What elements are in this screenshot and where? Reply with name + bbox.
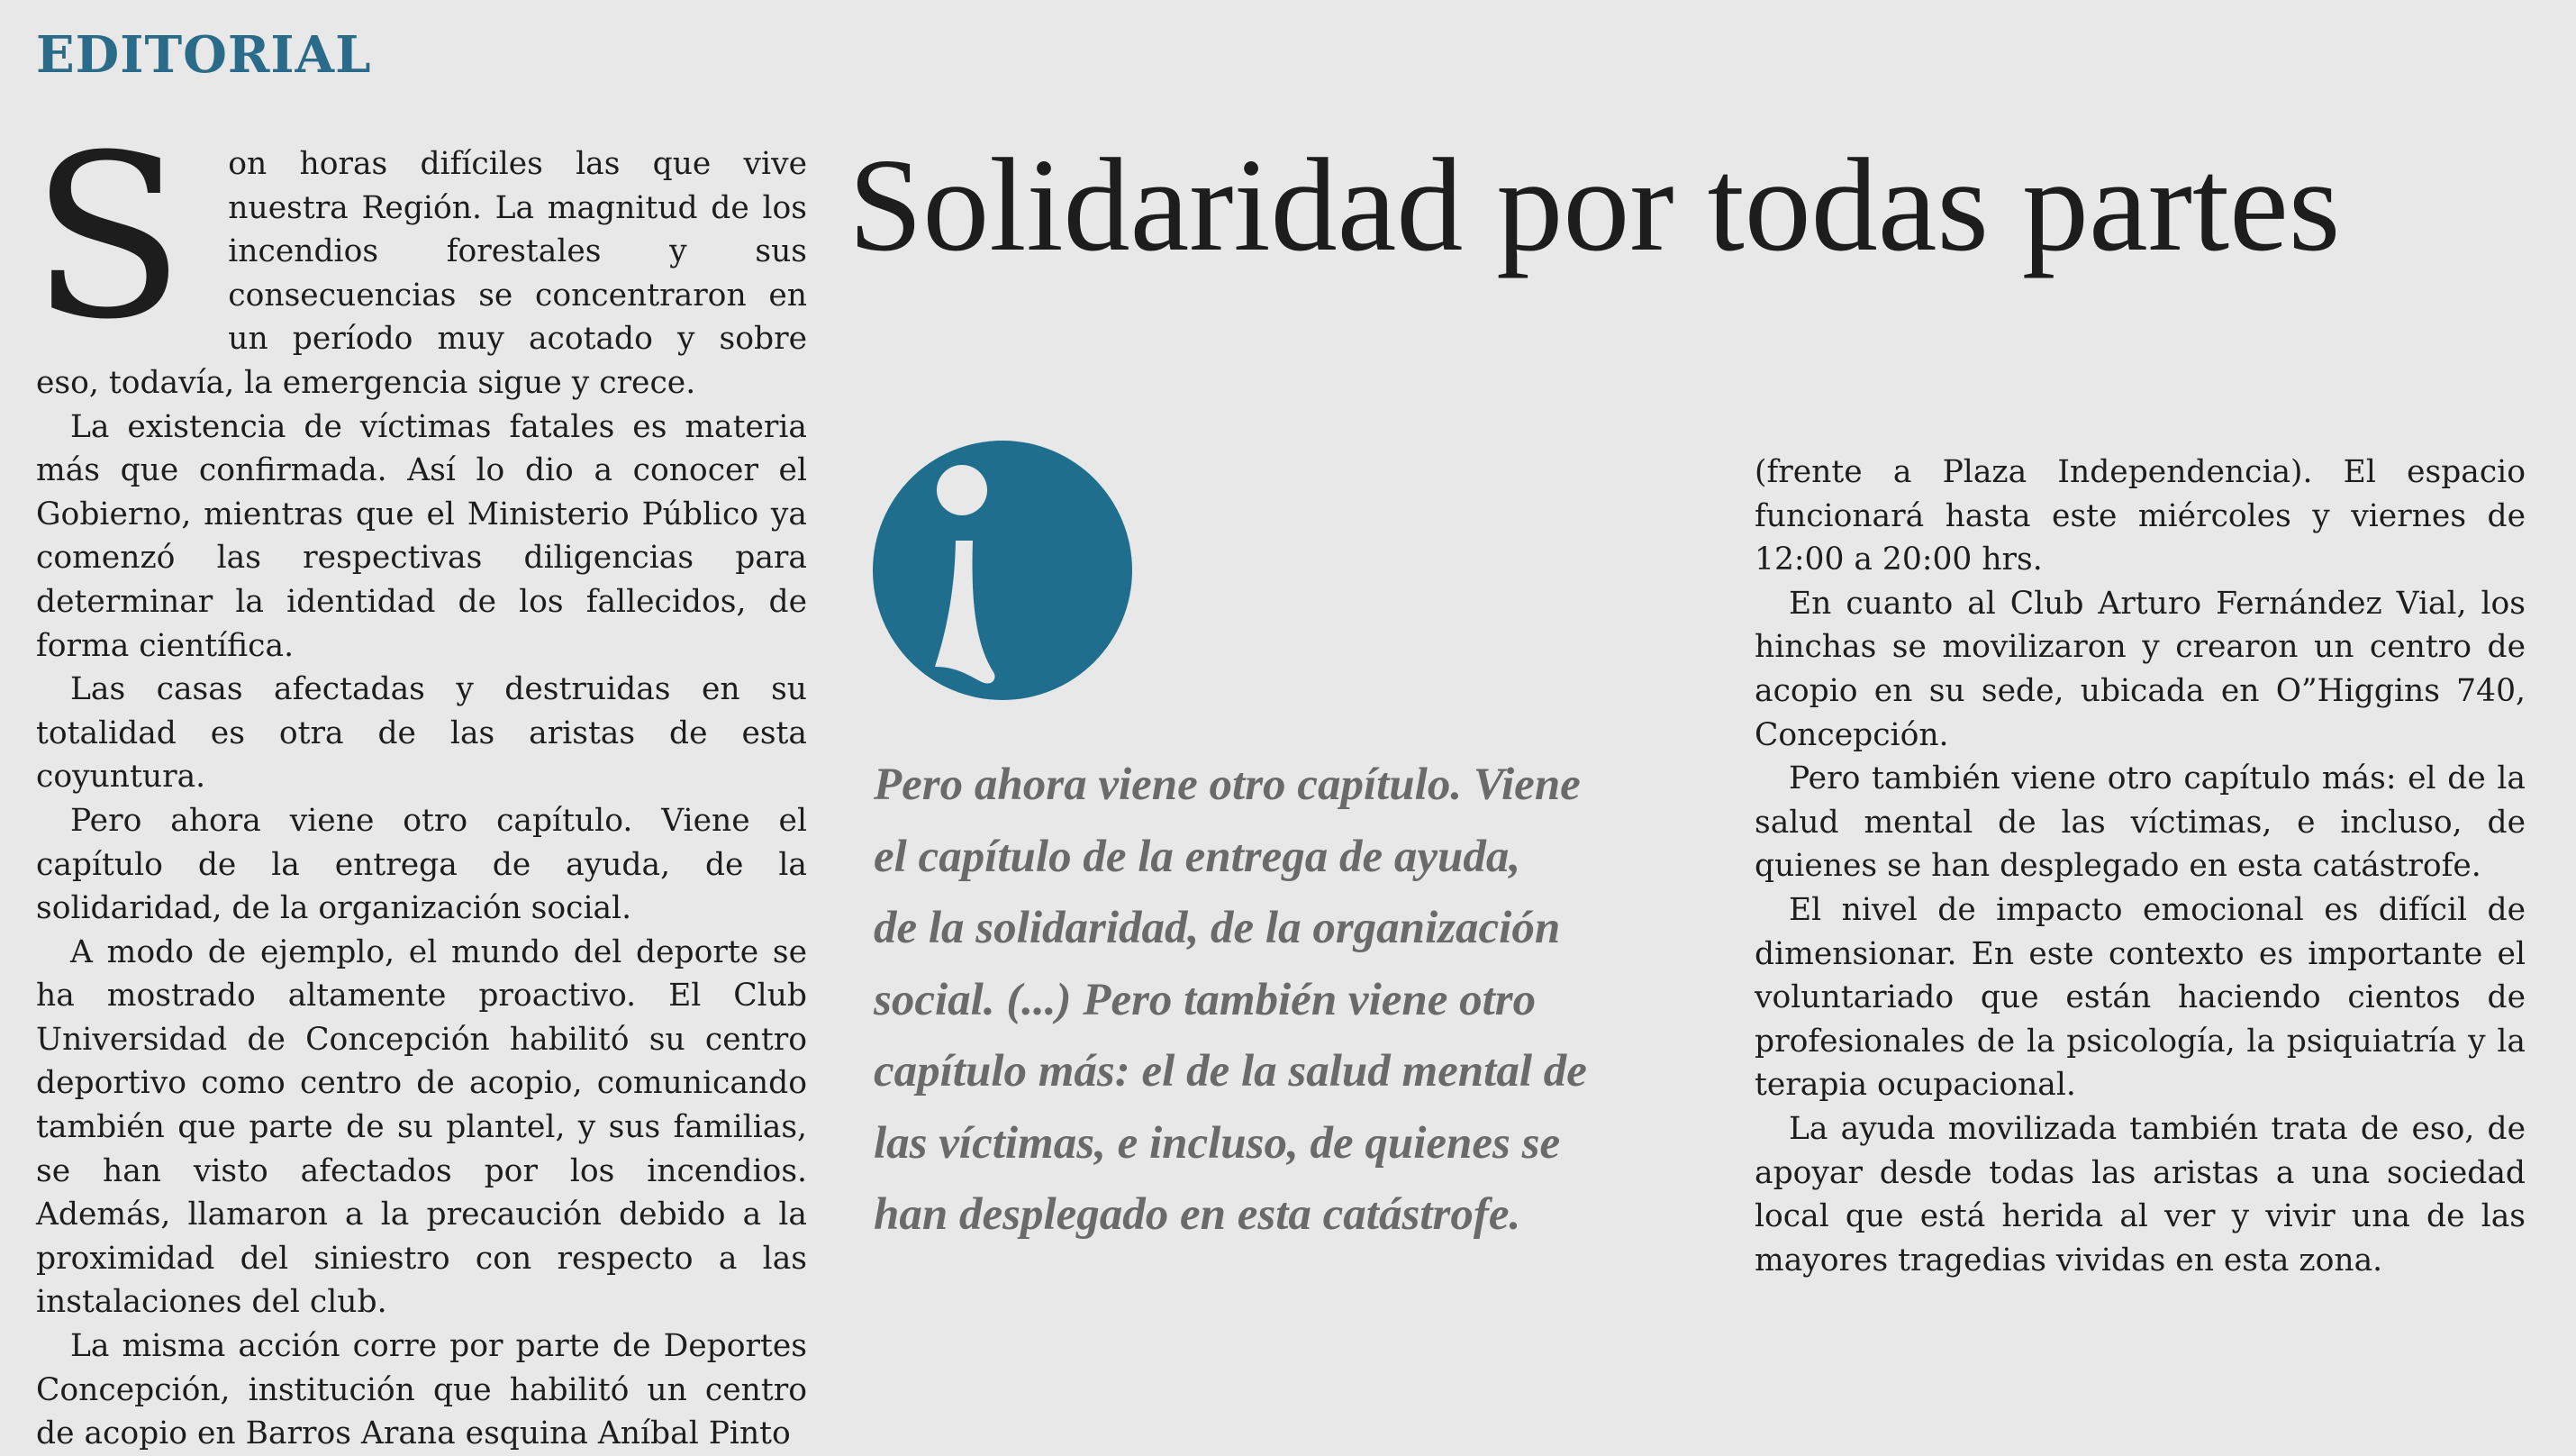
- article-paragraph: La ayuda movilizada también trata de eso, de apoyar desde todas las aristas a una sociedad local que está herida al ver y vivir una de las mayores tragedias vividas en esta zona.: [1755, 1110, 2526, 1279]
- article-paragraph: En cuanto al Club Arturo Fernández Vial, los hinchas se movilizaron y crearon un centro de acopio en su sede, ubicada en O”Higgins 740, Concepción.: [1755, 585, 2526, 753]
- info-i-logo-icon: [872, 440, 1133, 701]
- pull-quote-line: de la solidaridad, de la organización: [874, 903, 1561, 953]
- pull-quote-line: Pero ahora viene otro capítulo. Viene: [874, 760, 1581, 810]
- article-paragraph: Las casas afectadas y destruidas en su totalidad es otra de las aristas de esta coyuntura.: [36, 671, 807, 796]
- article-paragraph: Pero ahora viene otro capítulo. Viene el capítulo de la entrega de ayuda, de la solidaridad, de la organización social.: [36, 802, 807, 927]
- drop-cap: S: [31, 106, 186, 369]
- article-paragraph-1: [31, 106, 807, 405]
- section-label: EDITORIAL: [36, 25, 372, 85]
- article-paragraph: La misma acción corre por parte de Deportes Concepción, institución que habilitó un centro de acopio en Barros Arana esquina Aníbal Pinto: [36, 1328, 807, 1452]
- article-paragraph: Pero también viene otro capítulo más: el de la salud mental de las víctimas, e incluso, de quienes se han desplegado en esta catástrofe.: [1755, 760, 2526, 885]
- pull-quote-line: capítulo más: el de la salud mental de: [874, 1046, 1587, 1097]
- article-right-column: [1755, 450, 2526, 1282]
- headline: Solidaridad por todas partes: [848, 132, 2341, 279]
- article-paragraph: El nivel de impacto emocional es difícil de dimensionar. En este contexto es importante el voluntariado que están haciendo cientos de profesionales de la psicología, la psiquiatría y la terapia ocupacional.: [1755, 891, 2526, 1104]
- pull-quote-line: han desplegado en esta catástrofe.: [874, 1189, 1521, 1240]
- article-paragraph: La existencia de víctimas fatales es materia más que confirmada. Así lo dio a conocer el Gobierno, mientras que el Ministerio Público ya comenzó las respectivas diligencias para determinar la identidad de los fallecidos, de forma científica.: [36, 408, 807, 664]
- article-paragraph: A modo de ejemplo, el mundo del deporte se ha mostrado altamente proactivo. El Club Universidad de Concepción habilitó su centro deportivo como centro de acopio, comunicando también que parte de su plantel, y sus familias, se han visto afectados por los incendios. Además, llamaron a la precaución debido a la proximidad del siniestro con respecto a las instalaciones del club.: [36, 933, 807, 1321]
- article-left-column: [31, 106, 807, 1456]
- article-paragraph: (frente a Plaza Independencia). El espacio funcionará hasta este miércoles y viernes de 12:00 a 20:00 hrs.: [1755, 454, 2526, 578]
- pull-quote-line: social. (...) Pero también viene otro: [874, 974, 1537, 1025]
- pull-quote-line: el capítulo de la entrega de ayuda,: [874, 831, 1521, 882]
- pull-quote: [874, 750, 1684, 1251]
- article-paragraph-text: on horas difíciles las que vive nuestra Región. La magnitud de los incendios forestales y sus consecuencias se concentraron en un período muy acotado y sobre eso, todavía, la emergencia sigue y crece.: [36, 146, 807, 401]
- pull-quote-line: las víctimas, e incluso, de quienes se: [874, 1117, 1561, 1169]
